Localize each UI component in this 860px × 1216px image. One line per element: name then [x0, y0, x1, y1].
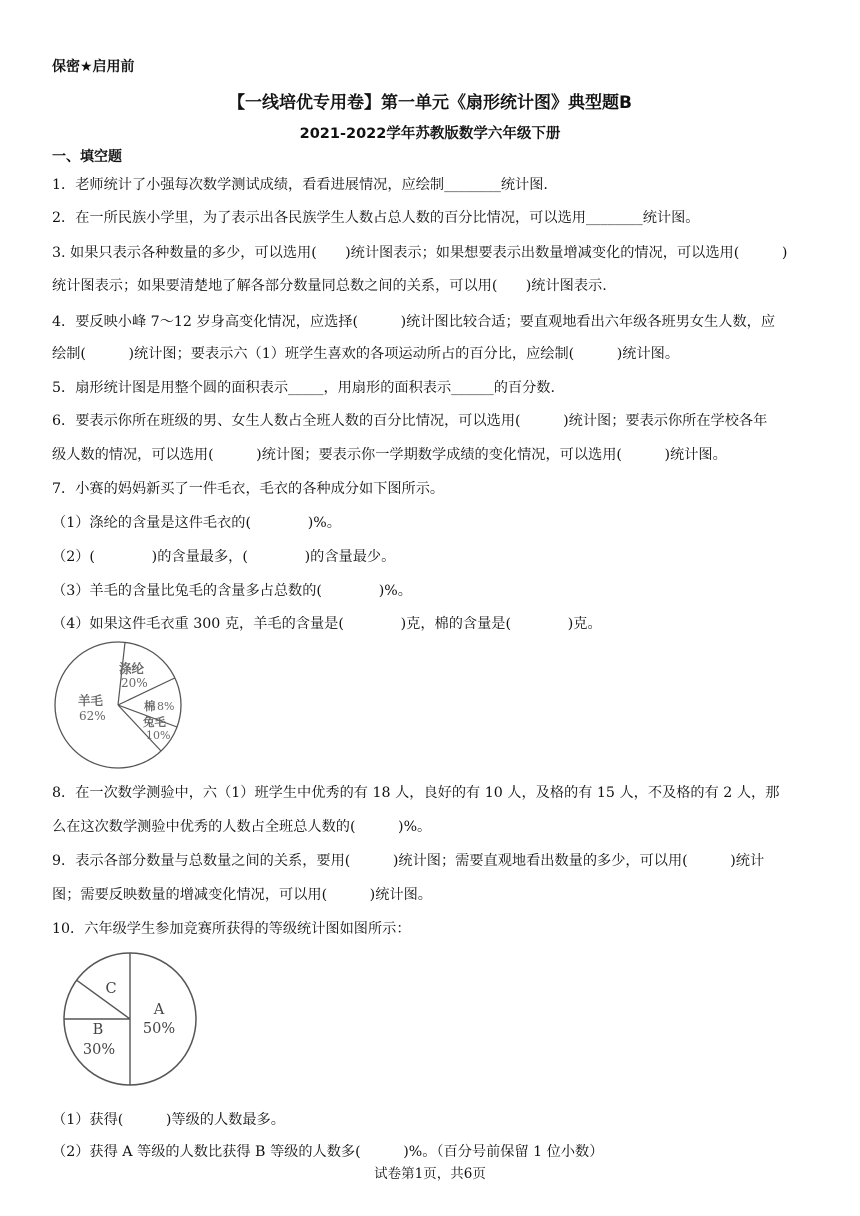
slice-label-cotton: 棉 [144, 699, 156, 713]
page-footer: 试卷第1页，共6页 [374, 1166, 486, 1182]
page-title: 【一线培优专用卷】第一单元《扇形统计图》典型题B [228, 93, 632, 113]
question-6-line-2: 级人数的情况，可以选用( )统计图；要表示你一学期数学成绩的变化情况，可以选用( )统计图。 [52, 447, 727, 463]
slice-label-polyester: 涤纶 [119, 661, 145, 676]
grade-distribution-pie-chart [55, 950, 205, 1090]
question-7-part-2: （2）( )的含量最多，( )的含量最少。 [52, 549, 396, 565]
question-9-line-1: 9．表示各部分数量与总数量之间的关系，要用( )统计图；需要直观地看出数量的多少，可以用( )统计 [52, 853, 765, 869]
question-10-part-1: （1）获得( )等级的人数最多。 [52, 1112, 285, 1128]
question-7-part-3: （3）羊毛的含量比兔毛的含量多占总数的( )%。 [52, 583, 412, 599]
slice-label-a: A [153, 1002, 165, 1018]
slice-value-wool: 62% [79, 709, 106, 723]
question-2: 2．在一所民族小学里，为了表示出各民族学生人数占总人数的百分比情况，可以选用________统计图。 [52, 210, 700, 226]
page-subtitle: 2021-2022学年苏教版数学六年级下册 [299, 126, 561, 142]
section-title: 一、填空题 [52, 149, 122, 165]
question-7: 7．小赛的妈妈新买了一件毛衣，毛衣的各种成分如下图所示。 [52, 481, 445, 497]
slice-value-polyester: 20% [121, 676, 148, 690]
confidential-mark: 保密★启用前 [52, 59, 135, 75]
slice-value-rabbit-hair: 10% [146, 729, 171, 742]
question-3-line-1: 3. 如果只表示各种数量的多少，可以选用( )统计图表示；如果想要表示出数量增减变化的情况，可以选用( ) [52, 245, 788, 261]
slice-value-cotton: 8% [157, 700, 175, 713]
question-5: 5．扇形统计图是用整个圆的面积表示_____，用扇形的面积表示______的百分数. [52, 380, 556, 396]
question-1: 1．老师统计了小强每次数学测试成绩，看看进展情况，应绘制________统计图. [52, 177, 548, 193]
slice-value-a: 50% [142, 1021, 176, 1037]
question-3-line-2: 统计图表示；如果要清楚地了解各部分数量同总数之间的关系，可以用( )统计图表示. [52, 278, 607, 294]
slice-value-b: 30% [82, 1042, 116, 1058]
question-4-line-1: 4．要反映小峰 7～12 岁身高变化情况，应选择( )统计图比较合适；要直观地看出六年级各班男女生人数，应 [52, 314, 776, 330]
question-4-line-2: 绘制( )统计图；要表示六（1）班学生喜欢的各项运动所占的百分比，应绘制( )统计图。 [52, 346, 680, 362]
question-9-line-2: 图；需要反映数量的增减变化情况，可以用( )统计图。 [52, 887, 432, 903]
slice-label-c: C [105, 981, 117, 997]
question-7-part-4: （4）如果这件毛衣重 300 克，羊毛的含量是( )克，棉的含量是( )克。 [52, 616, 602, 632]
question-8-line-1: 8．在一次数学测验中，六（1）班学生中优秀的有 18 人，良好的有 10 人，及格的有 15 人，不及格的有 2 人，那 [52, 785, 780, 801]
wool-composition-pie-chart [50, 640, 190, 770]
question-8-line-2: 么在这次数学测验中优秀的人数占全班总人数的( )%。 [52, 819, 432, 835]
question-10-part-2: （2）获得 A 等级的人数比获得 B 等级的人数多( )%。（百分号前保留 1 位小数） [52, 1144, 604, 1160]
slice-label-wool: 羊毛 [78, 693, 104, 708]
slice-label-rabbit-hair: 兔毛 [143, 715, 166, 729]
question-10: 10．六年级学生参加竞赛所获得的等级统计图如图所示： [52, 921, 411, 937]
question-7-part-1: （1）涤纶的含量是这件毛衣的( )%。 [52, 515, 341, 531]
question-6-line-1: 6．要表示你所在班级的男、女生人数占全班人数的百分比情况，可以选用( )统计图；要表示你所在学校各年 [52, 413, 768, 429]
slice-label-b: B [92, 1022, 104, 1038]
